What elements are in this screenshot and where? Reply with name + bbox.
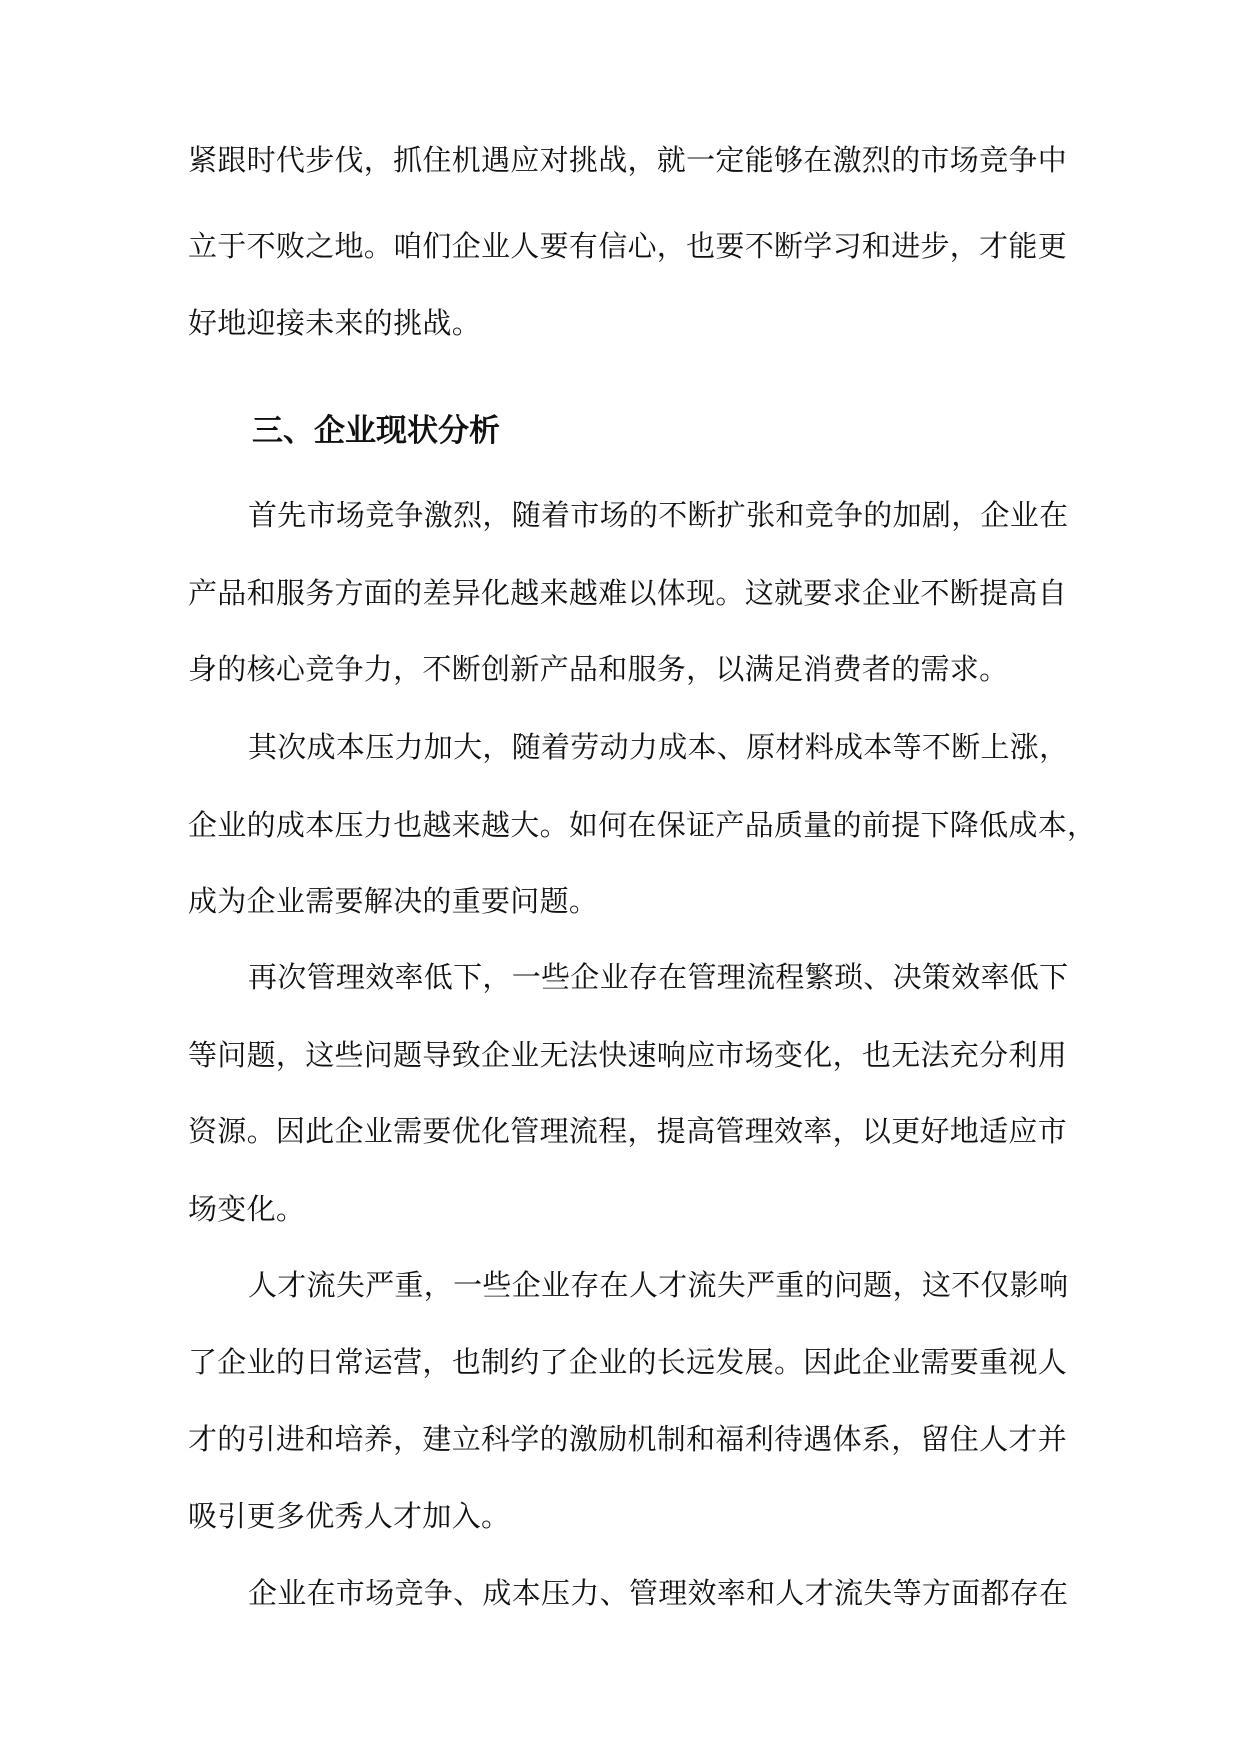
- paragraph-4-line-3: 才的引进和培养，建立科学的激励机制和福利待遇体系，留住人才并: [188, 1422, 1068, 1456]
- paragraph-4-line-4: 吸引更多优秀人才加入。: [188, 1499, 511, 1533]
- paragraph-1-line-3: 身的核心竞争力，不断创新产品和服务，以满足消费者的需求。: [188, 652, 1009, 686]
- paragraph-1-line-1: 首先市场竞争激烈，随着市场的不断扩张和竞争的加剧，企业在: [248, 498, 1069, 532]
- paragraph-4-line-1: 人才流失严重，一些企业存在人才流失严重的问题，这不仅影响: [248, 1268, 1069, 1302]
- intro-line-3: 好地迎接未来的挑战。: [188, 306, 482, 340]
- paragraph-2-line-2: 企业的成本压力也越来越大。如何在保证产品质量的前提下降低成本，: [188, 808, 1097, 842]
- paragraph-2-line-3: 成为企业需要解决的重要问题。: [188, 884, 599, 918]
- paragraph-3-line-1: 再次管理效率低下，一些企业存在管理流程繁琐、决策效率低下: [248, 960, 1069, 994]
- paragraph-3-line-3: 资源。因此企业需要优化管理流程，提高管理效率，以更好地适应市: [188, 1114, 1068, 1148]
- intro-line-1: 紧跟时代步伐，抓住机遇应对挑战，就一定能够在激烈的市场竞争中: [188, 143, 1068, 177]
- paragraph-3-line-4: 场变化。: [188, 1192, 306, 1226]
- paragraph-4-line-2: 了企业的日常运营，也制约了企业的长远发展。因此企业需要重视人: [188, 1345, 1068, 1379]
- paragraph-1-line-2: 产品和服务方面的差异化越来越难以体现。这就要求企业不断提高自: [188, 576, 1068, 610]
- intro-line-2: 立于不败之地。咱们企业人要有信心，也要不断学习和进步，才能更: [188, 229, 1068, 263]
- section-heading: 三、企业现状分析: [252, 413, 500, 449]
- paragraph-2-line-1: 其次成本压力加大，随着劳动力成本、原材料成本等不断上涨，: [248, 730, 1069, 764]
- paragraph-3-line-2: 等问题，这些问题导致企业无法快速响应市场变化，也无法充分利用: [188, 1038, 1068, 1072]
- paragraph-5-line-1: 企业在市场竞争、成本压力、管理效率和人才流失等方面都存在: [248, 1576, 1069, 1610]
